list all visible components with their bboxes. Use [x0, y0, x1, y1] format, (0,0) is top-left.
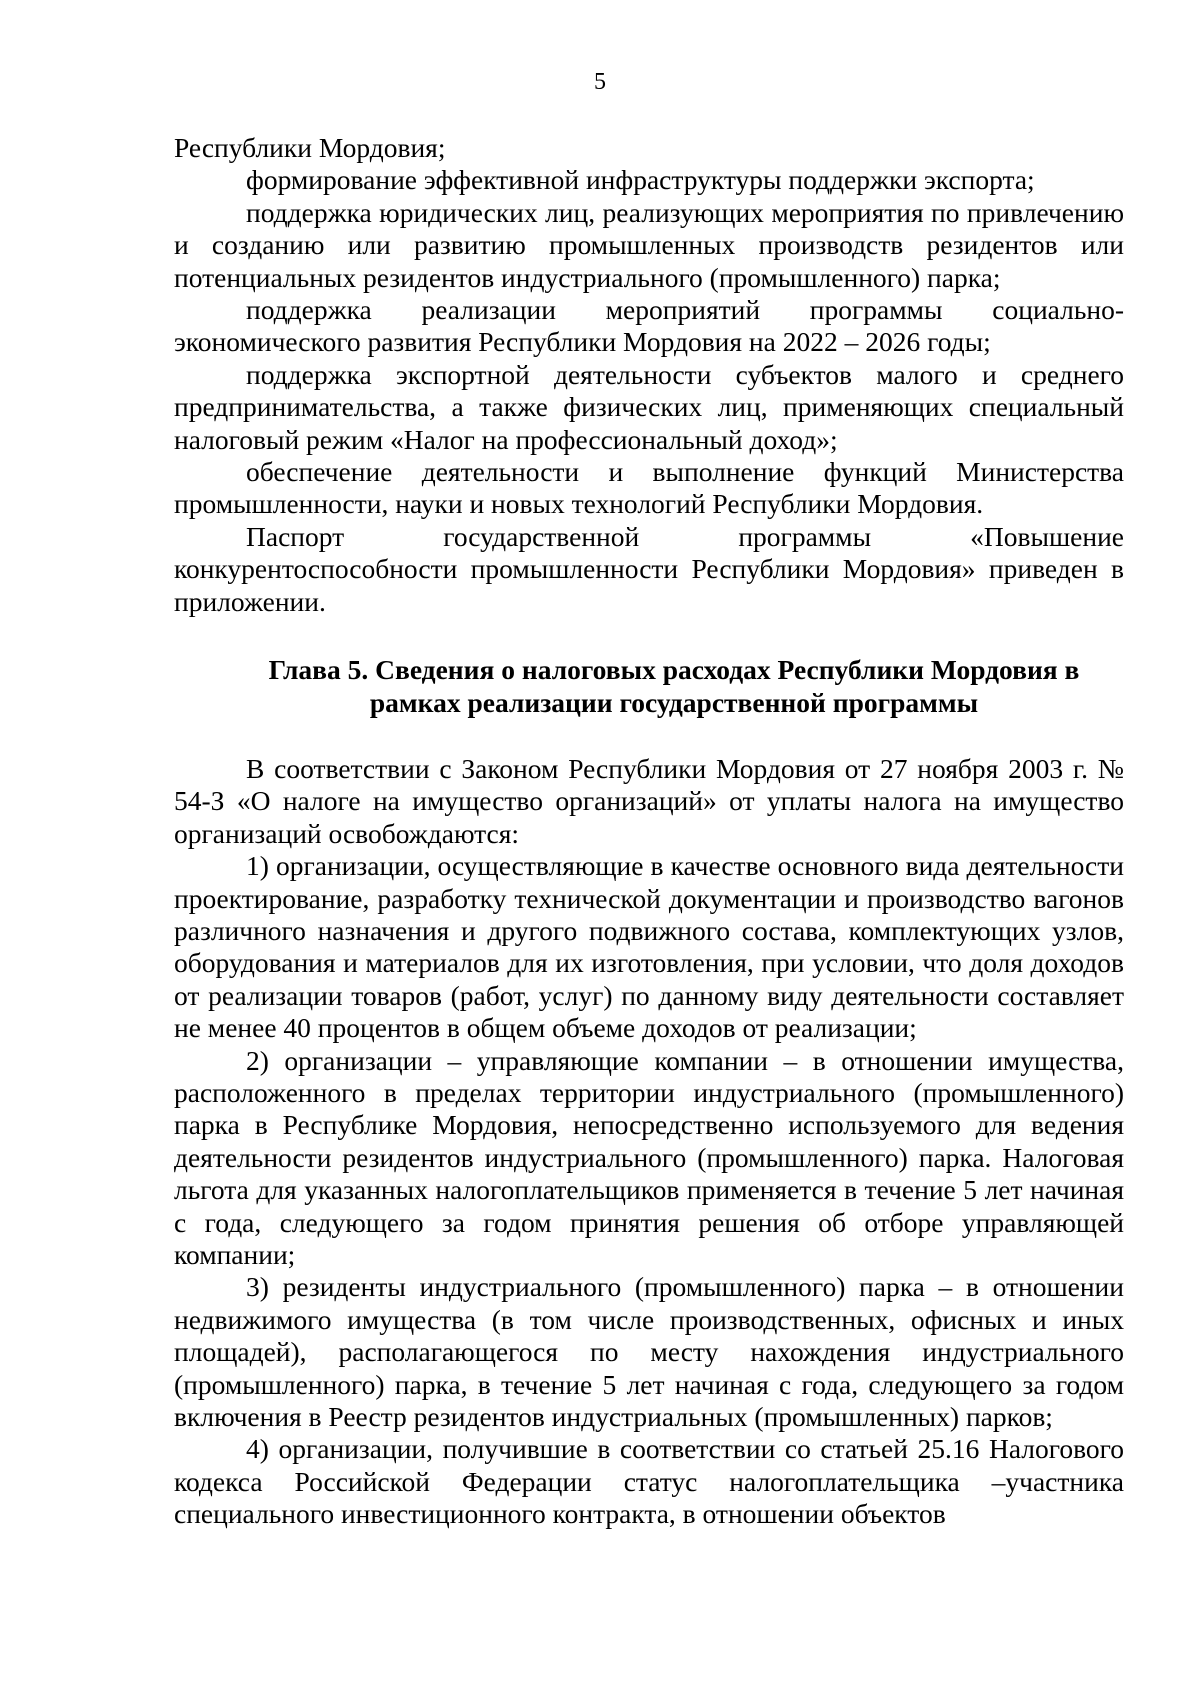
paragraph: В соответствии с Законом Республики Мордовия от 27 ноября 2003 г. № 54-З «О налоге на имущество организаций» от уплаты налога на имущество организаций освобождаются: [174, 752, 1124, 849]
document-body [174, 132, 1124, 1531]
list-item: 2) организации – управляющие компании – в отношении имущества, расположенного в пределах территории индустриального (промышленного) парка в Республике Мордовия, непосредственно используемого для ведения деятельности резидентов индустриального (промышленного) парка. Налоговая льгота для указанных налогоплательщиков применяется в течение 5 лет начиная с года, следующего за годом принятия решения об отборе управляющей компании; [174, 1044, 1124, 1270]
paragraph: формирование эффективной инфраструктуры поддержки экспорта; [246, 164, 1035, 196]
list-item: 3) резиденты индустриального (промышленного) парка – в отношении недвижимого имущества (в том числе производственных, офисных и иных площадей), располагающегося по месту нахождения индустриального (промышленного) парка, в течение 5 лет начиная с года, следующего за годом включения в Реестр резидентов индустриальных (промышленных) парков; [174, 1271, 1124, 1433]
list-item: 4) организации, получившие в соответствии со статьей 25.16 Налогового кодекса Российской Федерации статус налогоплательщика –участника специального инвестиционного контракта, в отношении объектов [174, 1433, 1124, 1530]
paragraph: поддержка экспортной деятельности субъектов малого и среднего предпринимательства, а также физических лиц, применяющих специальный налоговый режим «Налог на профессиональный доход»; [174, 358, 1124, 455]
paragraph: поддержка реализации мероприятий программы социально-экономического развития Республики Мордовия на 2022 – 2026 годы; [174, 294, 1124, 358]
list-item: 1) организации, осуществляющие в качестве основного вида деятельности проектирование, разработку технической документации и производство вагонов различного назначения и другого подвижного состава, комплектующих узлов, оборудования и материалов для их изготовления, при условии, что доля доходов от реализации товаров (работ, услуг) по данному виду деятельности составляет не менее 40 процентов в общем объеме доходов от реализации; [174, 850, 1124, 1044]
chapter-heading: Глава 5. Сведения о налоговых расходах Республики Мордовия в рамках реализации государственной программы [268, 654, 1080, 718]
paragraph: Паспорт государственной программы «Повышение конкурентоспособности промышленности Республики Мордовия» приведен в приложении. [174, 520, 1124, 617]
paragraph: Республики Мордовия; [174, 132, 446, 163]
paragraph: обеспечение деятельности и выполнение функций Министерства промышленности, науки и новых технологий Республики Мордовия. [174, 456, 1124, 520]
paragraph: поддержка юридических лиц, реализующих мероприятия по привлечению и созданию или развитию промышленных производств резидентов или потенциальных резидентов индустриального (промышленного) парка; [174, 196, 1124, 293]
page-number: 5 [594, 69, 606, 95]
